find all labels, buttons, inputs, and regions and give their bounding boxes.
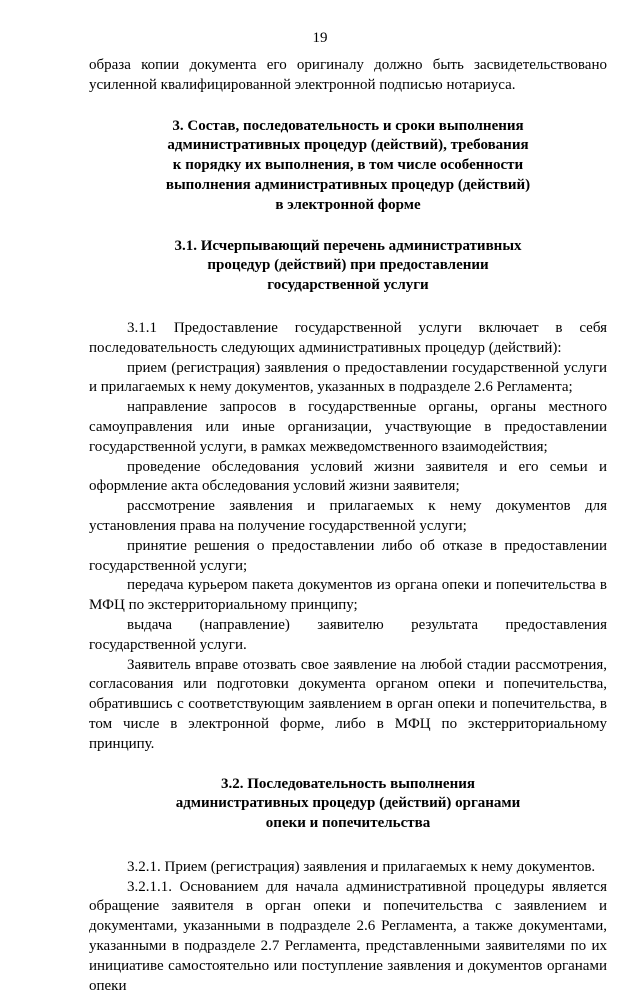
section-3-1-heading [89, 237, 607, 296]
section-3-2-heading [89, 775, 607, 834]
list-item: рассмотрение заявления и прилагаемых к нему документов для установления права на получение государственной услуги; [89, 498, 607, 534]
heading-line: опеки и попечительства [265, 815, 431, 832]
heading-line: процедур (действий) при предоставлении [207, 257, 489, 274]
paragraph: 3.2.1.1. Основанием для начала административной процедуры является обращение заявителя в орган опеки и попечительства с заявлением и документами, указанными в подразделе 2.6 Регламента, а также документами, указанными в подразделе 2.7 Регламента, представленными заявителями по их инициативе самостоятельно или поступление заявления и документов органами опеки [89, 878, 607, 994]
list-item: направление запросов в государственные органы, органы местного самоуправления или иные организации, участвующие в предоставлении государственной услуги, в рамках межведомственного взаимодействия; [89, 399, 607, 455]
heading-line: выполнения административных процедур (действий) [165, 176, 531, 193]
list-item: проведение обследования условий жизни заявителя и его семьи и оформление акта обследования условий жизни заявителя; [89, 458, 607, 495]
document-body [89, 56, 607, 996]
section-3-heading [89, 117, 607, 216]
heading-line: административных процедур (действий) органами [175, 795, 521, 812]
heading-line: 3. Состав, последовательность и сроки выполнения [172, 117, 524, 134]
heading-line: 3.2. Последовательность выполнения [221, 775, 475, 792]
heading-line: к порядку их выполнения, в том числе особенности [172, 157, 524, 174]
paragraph: Заявитель вправе отозвать свое заявление на любой стадии рассмотрения, согласования или подготовки документа органом опеки и попечительства, обратившись с соответствующим заявлением в орган опеки и попечительства, в том числе в электронной форме, либо в МФЦ по экстерриториальному принципу. [89, 656, 607, 752]
heading-line: 3.1. Исчерпывающий перечень административных [174, 237, 522, 254]
page-number: 19 [312, 30, 328, 46]
list-item: прием (регистрация) заявления о предоставлении государственной услуги и прилагаемых к нему документов, указанных в подразделе 2.6 Регламента; [89, 359, 607, 396]
intro-paragraph: образа копии документа его оригиналу должно быть засвидетельствовано усиленной квалифицированной электронной подписью нотариуса. [89, 57, 607, 93]
heading-line: государственной услуги [267, 277, 429, 294]
list-item: выдача (направление) заявителю результата предоставления государственной услуги. [89, 616, 607, 653]
heading-line: в электронной форме [275, 196, 421, 213]
list-item: передача курьером пакета документов из органа опеки и попечительства в МФЦ по экстерриториальному принципу; [89, 577, 607, 614]
paragraph: 3.1.1 Предоставление государственной услуги включает в себя последовательность следующих административных процедур (действий): [89, 319, 607, 356]
heading-line: административных процедур (действий), требования [167, 137, 529, 154]
list-item: принятие решения о предоставлении либо об отказе в предоставлении государственной услуги; [89, 537, 607, 574]
paragraph: 3.2.1. Прием (регистрация) заявления и прилагаемых к нему документов. [127, 858, 596, 875]
